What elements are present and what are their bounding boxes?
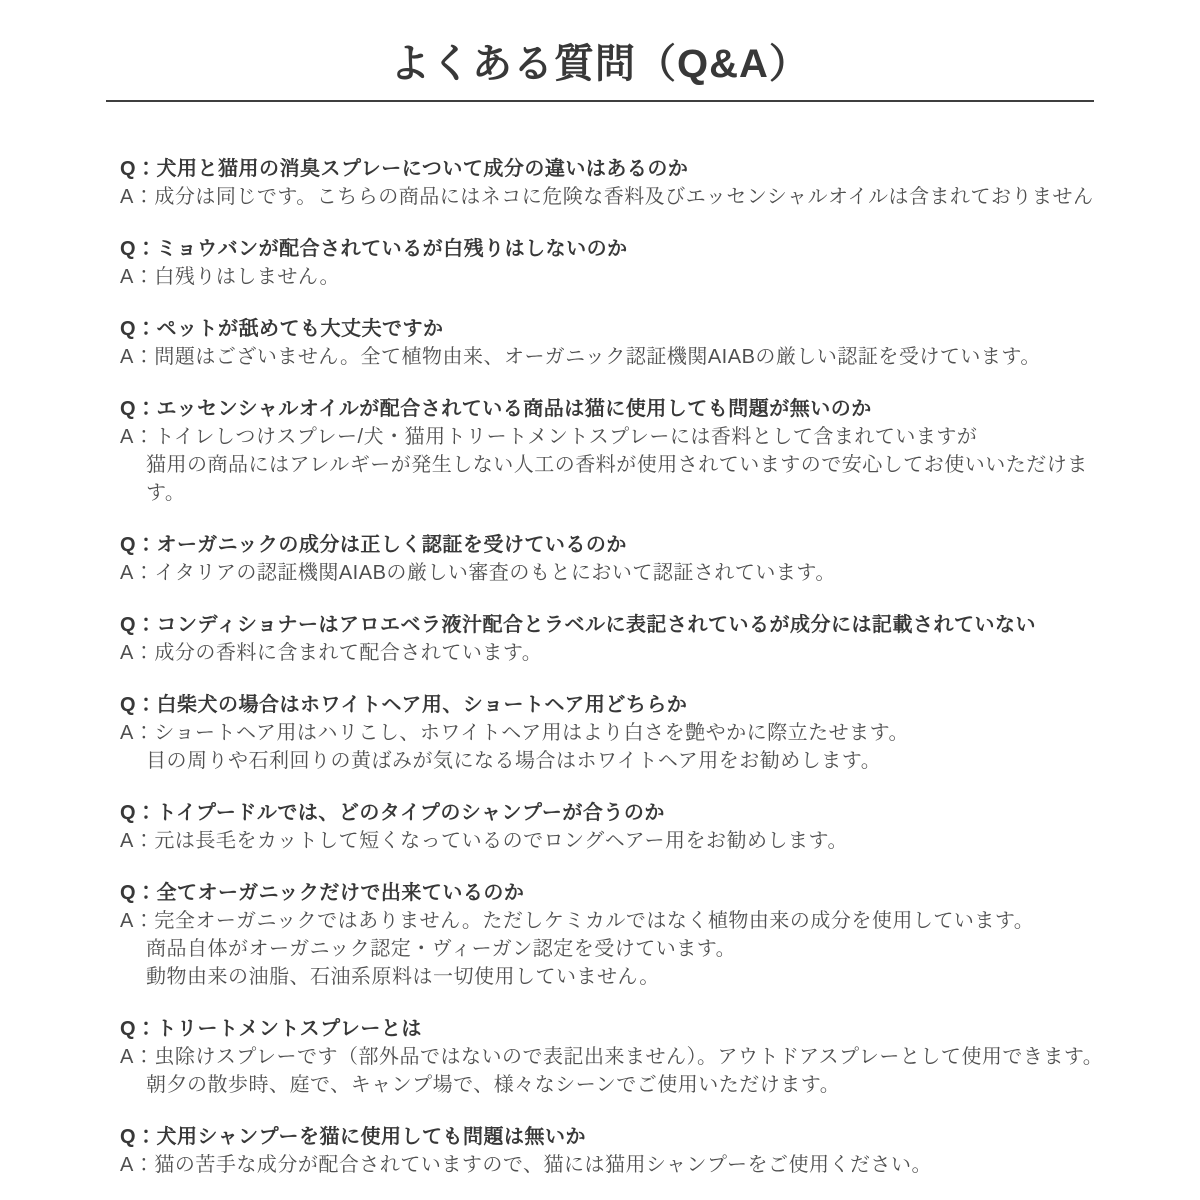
faq-question: Q：犬用と猫用の消臭スプレーについて成分の違いはあるのか: [120, 158, 689, 180]
faq-answer-line: A：トイレしつけスプレー/犬・猫用トリートメントスプレーには香料として含まれていますが: [120, 426, 978, 448]
faq-answer-line: A：成分の香料に含まれて配合されています。: [120, 642, 543, 664]
faq-item: [120, 235, 1110, 291]
faq-question: Q：エッセンシャルオイルが配合されている商品は猫に使用しても問題が無いのか: [120, 398, 872, 420]
faq-item: [120, 395, 1110, 507]
faq-answer-line: A：ショートヘア用はハリこし、ホワイトヘア用はより白さを艶やかに際立たせます。: [120, 722, 910, 744]
faq-item: [120, 799, 1110, 855]
faq-item: [120, 611, 1110, 667]
faq-question: Q：トリートメントスプレーとは: [120, 1018, 422, 1040]
faq-answer-line: 目の周りや石利回りの黄ばみが気になる場合はホワイトヘア用をお勧めします。: [146, 750, 882, 772]
faq-question: Q：ペットが舐めても大丈夫ですか: [120, 318, 444, 340]
title-divider: [106, 100, 1094, 102]
faq-item: [120, 531, 1110, 587]
faq-item: [120, 155, 1110, 211]
faq-answer-line: A：元は長毛をカットして短くなっているのでロングヘアー用をお勧めします。: [120, 830, 848, 852]
faq-question: Q：全てオーガニックだけで出来ているのか: [120, 882, 525, 904]
faq-question: Q：白柴犬の場合はホワイトヘア用、ショートヘア用どちらか: [120, 694, 688, 716]
page-title: よくある質問（Q&A）: [390, 42, 810, 86]
faq-question: Q：コンディショナーはアロエベラ液汁配合とラベルに表記されているが成分には記載されていない: [120, 614, 1037, 636]
faq-answer-line: 商品自体がオーガニック認定・ヴィーガン認定を受けています。: [146, 938, 737, 960]
faq-question: Q：ミョウバンが配合されているが白残りはしないのか: [120, 238, 628, 260]
faq-item: [120, 1015, 1110, 1099]
faq-answer-line: A：イタリアの認証機関AIABの厳しい審査のもとにおいて認証されています。: [120, 562, 836, 584]
faq-answer-line: 動物由来の油脂、石油系原料は一切使用していません。: [146, 966, 660, 988]
faq-answer-line: A：成分は同じです。こちらの商品にはネコに危険な香料及びエッセンシャルオイルは含まれておりません: [120, 186, 1094, 208]
faq-answer-line: A：完全オーガニックではありません。ただしケミカルではなく植物由来の成分を使用しています。: [120, 910, 1035, 932]
faq-item: [120, 1123, 1110, 1179]
faq-item: [120, 691, 1110, 775]
faq-item: [120, 879, 1110, 991]
faq-answer-line: A：猫の苦手な成分が配合されていますので、猫には猫用シャンプーをご使用ください。: [120, 1154, 932, 1176]
faq-answer-line: 猫用の商品にはアレルギーが発生しない人工の香料が使用されていますので安心してお使いいただけます。: [146, 454, 1088, 504]
faq-answer-line: A：問題はございません。全て植物由来、オーガニック認証機関AIABの厳しい認証を受けています。: [120, 346, 1041, 368]
faq-question: Q：トイプードルでは、どのタイプのシャンプーが合うのか: [120, 802, 665, 824]
faq-answer-line: A：虫除けスプレーです（部外品ではないので表記出来ません）。アウトドアスプレーとして使用できます。: [120, 1046, 1104, 1068]
faq-list: [0, 155, 1200, 1179]
faq-question: Q：犬用シャンプーを猫に使用しても問題は無いか: [120, 1126, 587, 1148]
faq-question: Q：オーガニックの成分は正しく認証を受けているのか: [120, 534, 627, 556]
faq-answer-line: A：白残りはしません。: [120, 266, 341, 288]
faq-answer-line: 朝夕の散歩時、庭で、キャンプ場で、様々なシーンでご使用いただけます。: [146, 1074, 841, 1096]
faq-item: [120, 315, 1110, 371]
